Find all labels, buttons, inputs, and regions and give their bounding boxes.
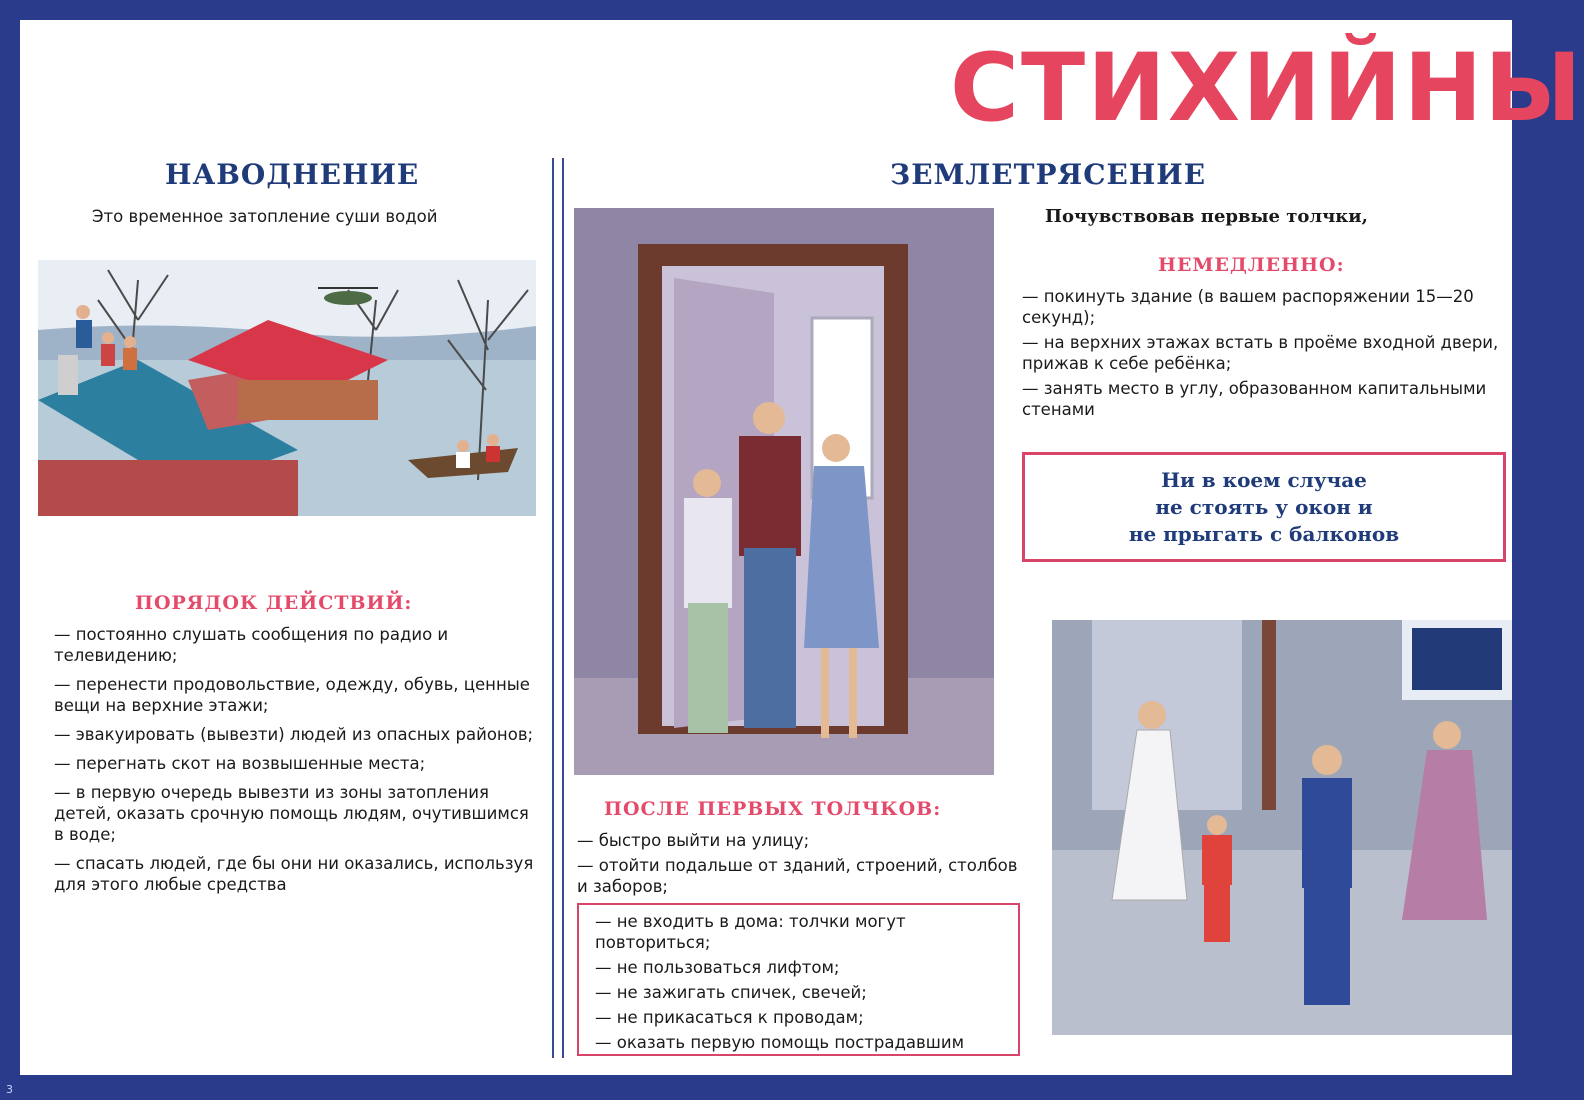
- after-tremors-warning-box: [577, 903, 1020, 1056]
- list-item: — спасать людей, где бы они ни оказались, используя для этого любые средства: [54, 854, 534, 894]
- headline: СТИХИЙНЫ: [950, 34, 1584, 143]
- flood-actions-title: ПОРЯДОК ДЕЙСТВИЙ:: [135, 592, 413, 614]
- earthquake-title: ЗЕМЛЕТРЯСЕНИЕ: [890, 158, 1207, 191]
- warning-line: не стоять у окон и: [1155, 494, 1373, 519]
- flood-title: НАВОДНЕНИЕ: [165, 158, 420, 191]
- list-item: — постоянно слушать сообщения по радио и телевидению;: [54, 625, 449, 665]
- flood-illustration: [38, 260, 536, 516]
- list-item: — не входить в дома: толчки могут повториться;: [595, 912, 906, 952]
- list-item: — перегнать скот на возвышенные места;: [54, 754, 426, 773]
- warning-line: не прыгать с балконов: [1128, 521, 1400, 546]
- warning-box: [1022, 452, 1506, 562]
- after-box-list: [595, 911, 1002, 1053]
- flood-definition: Это временное затопление суши водой: [92, 207, 438, 226]
- list-item: — оказать первую помощь пострадавшим: [595, 1033, 965, 1052]
- list-item: — покинуть здание (в вашем распоряжении 15—20 секунд);: [1022, 287, 1474, 327]
- list-item: — не пользоваться лифтом;: [595, 958, 840, 977]
- warning-line: Ни в коем случае: [1161, 467, 1367, 492]
- list-item: — занять место в углу, образованном капитальными стенами: [1022, 379, 1487, 419]
- immediately-label: НЕМЕДЛЕННО:: [1158, 254, 1345, 276]
- page-number: 3: [6, 1083, 13, 1096]
- list-item: — перенести продовольствие, одежду, обувь, ценные вещи на верхние этажи;: [54, 675, 530, 715]
- after-tremors-title: ПОСЛЕ ПЕРВЫХ ТОЛЧКОВ:: [604, 798, 942, 820]
- doorway-illustration: [574, 208, 994, 775]
- list-item: — на верхних этажах встать в проёме входной двери, прижав к себе ребёнка;: [1022, 333, 1499, 373]
- immediate-actions-list: [1022, 286, 1506, 424]
- first-tremors-text: Почувствовав первые толчки,: [1045, 206, 1368, 227]
- list-item: — не зажигать спичек, свечей;: [595, 983, 867, 1002]
- list-item: — быстро выйти на улицу;: [577, 831, 810, 850]
- list-item: — отойти подальше от зданий, строений, столбов и заборов;: [577, 856, 1018, 896]
- column-divider: [552, 158, 564, 1058]
- poster-page: [20, 20, 1584, 1075]
- list-item: — не прикасаться к проводам;: [595, 1008, 864, 1027]
- list-item: — эвакуировать (вывезти) людей из опасных районов;: [54, 725, 534, 744]
- street-evacuation-illustration: [1052, 620, 1512, 1035]
- flood-actions-list: [54, 624, 540, 903]
- list-item: — в первую очередь вывезти из зоны затопления детей, оказать срочную помощь людям, очутившимся в воде;: [54, 783, 529, 844]
- after-actions-list: [577, 830, 1023, 901]
